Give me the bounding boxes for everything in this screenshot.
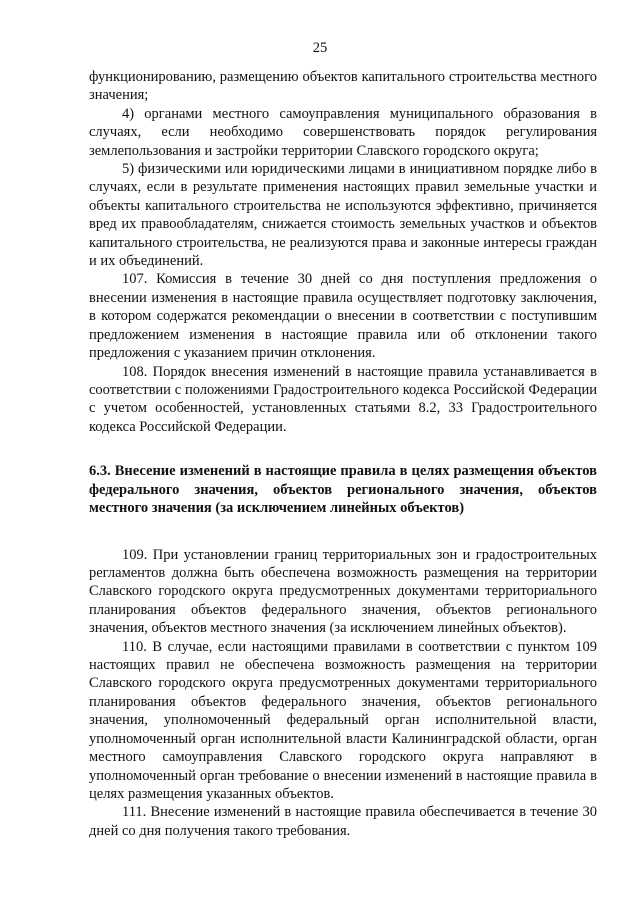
paragraph-continuation: функционированию, размещению объектов капитального строительства местного значения;: [89, 69, 597, 104]
paragraph-111: 111. Внесение изменений в настоящие правила обеспечивается в течение 30 дней со дня получения такого требования.: [89, 804, 597, 839]
section-spacer-bottom: [89, 518, 597, 546]
page-number: 25: [312, 40, 328, 56]
document-body: [89, 68, 597, 840]
paragraph-108: 108. Порядок внесения изменений в настоящие правила устанавливается в соответствии с положениями Градостроительного кодекса Российской Федерации с учетом особенностей, установленных статьями 8.2, 33 Градостроительного кодекса Российской Федерации.: [89, 363, 597, 435]
paragraph-item-4: 4) органами местного самоуправления муниципального образования в случаях, если необходимо совершенствовать порядок регулирования землепользования и застройки территории Славского городского округа;: [89, 105, 597, 159]
paragraph-109: 109. При установлении границ территориальных зон и градостроительных регламентов должна быть обеспечена возможность размещения на территории Славского городского округа предусмотренных документами территориального планирования объектов федерального значения, объектов регионального значения, объектов местного значения (за исключением линейных объектов).: [89, 546, 597, 637]
paragraph-item-5: 5) физическими или юридическими лицами в инициативном порядке либо в случаях, если в результате применения настоящих правил земельные участки и объекты капитального строительства не используются эффективно, причиняется вред их правообладателям, снижается стоимость земельных участков и объектов капитального строительства, не реализуются права и законные интересы граждан и их объединений.: [89, 161, 597, 270]
section-spacer-top: [89, 436, 597, 462]
paragraph-107: 107. Комиссия в течение 30 дней со дня поступления предложения о внесении изменения в настоящие правила осуществляет подготовку заключения, в котором содержатся рекомендации о внесении в соответствии с поступившим предложением изменения в настоящие правила или об отклонении такого предложения с указанием причин отклонения.: [89, 271, 597, 362]
section-heading: 6.3. Внесение изменений в настоящие правила в целях размещения объектов федерального значения, объектов регионального значения, объектов местного значения (за исключением линейных объектов): [89, 463, 597, 517]
paragraph-110: 110. В случае, если настоящими правилами в соответствии с пунктом 109 настоящих правил не обеспечена возможность размещения на территории Славского городского округа предусмотренных документами территориального планирования объектов федерального значения, объектов регионального значения, уполномоченный федеральный орган исполнительной власти, уполномоченный орган исполнительной власти Калининградской области, орган местного самоуправления Славского городского округа направляют в уполномоченный орган требование о внесении изменений в настоящие правила в целях размещения указанных объектов.: [89, 638, 597, 802]
